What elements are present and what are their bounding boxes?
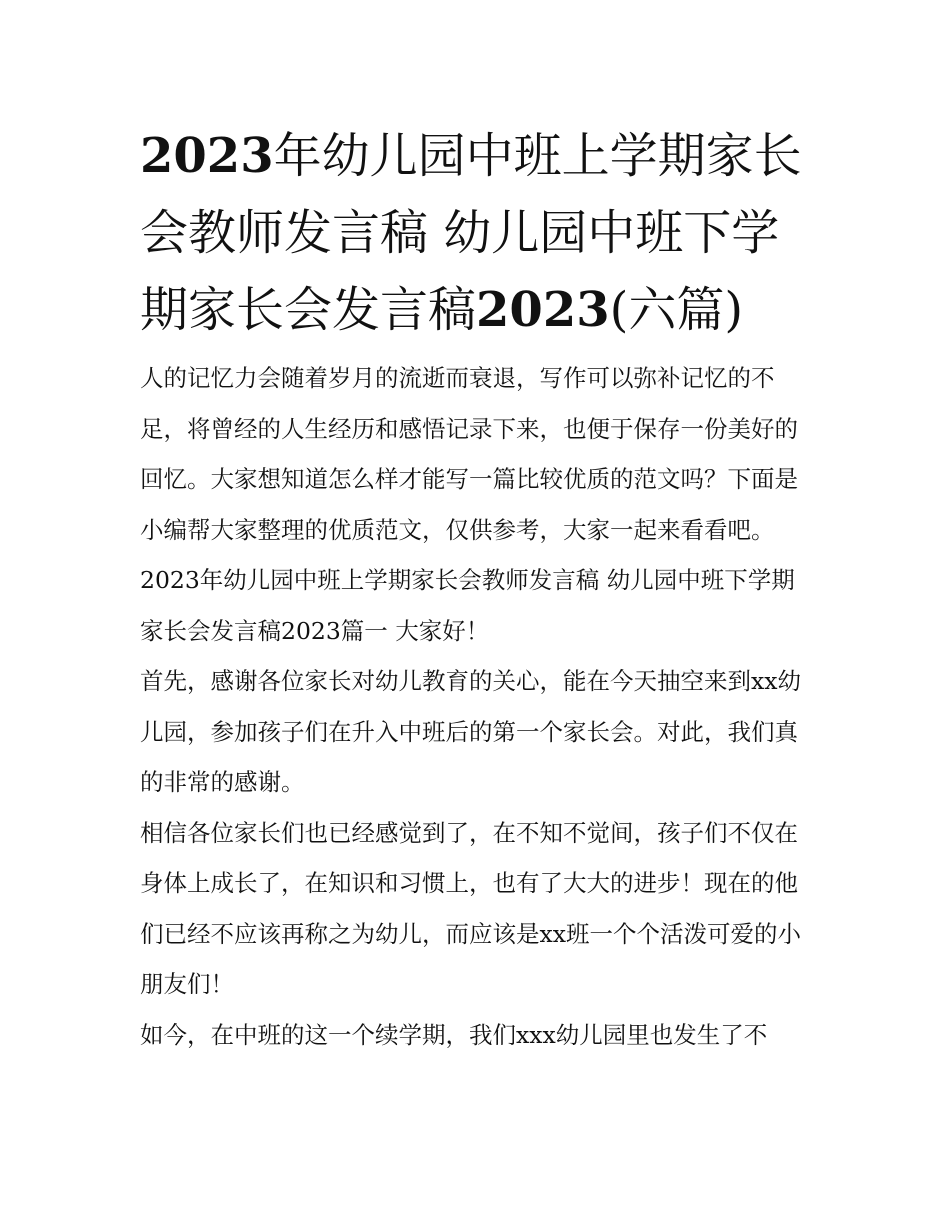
paragraph-semester: 如今，在中班的这一个续学期，我们xxx幼儿园里也发生了不 — [140, 1020, 768, 1049]
title-count: (六篇) — [609, 282, 744, 338]
title-text: 年幼儿园中班上学期家长会教师发言稿 幼儿园中班下学期家长会发言稿 — [140, 128, 802, 338]
paragraph-heading: 2023年幼儿园中班上学期家长会教师发言稿 幼儿园中班下学期家长会发言稿2023篇一 大家好！ — [140, 566, 795, 645]
paragraph-progress: 相信各位家长们也已经感觉到了，在不知不觉间，孩子们不仅在身体上成长了，在知识和习惯上，也有了大大的进步！现在的他们已经不应该再称之为幼儿，而应该是xx班一个个活泼可爱的小朋友们！ — [140, 818, 802, 998]
paragraph-intro: 人的记忆力会随着岁月的流逝而衰退，写作可以弥补记忆的不足，将曾经的人生经历和感悟记录下来，也便于保存一份美好的回忆。大家想知道怎么样才能写一篇比较优质的范文吗？下面是小编帮大家整理的优质范文，仅供参考，大家一起来看看吧。 — [140, 364, 798, 544]
document-title — [140, 118, 812, 349]
document-page — [140, 0, 812, 1229]
paragraph-thanks: 首先，感谢各位家长对幼儿教育的关心，能在今天抽空来到xx幼儿园，参加孩子们在升入中班后的第一个家长会。对此，我们真的非常的感谢。 — [140, 667, 802, 796]
title-year-suffix: 2023 — [476, 282, 610, 338]
title-year: 2023 — [140, 128, 274, 184]
document-body — [140, 353, 812, 1060]
